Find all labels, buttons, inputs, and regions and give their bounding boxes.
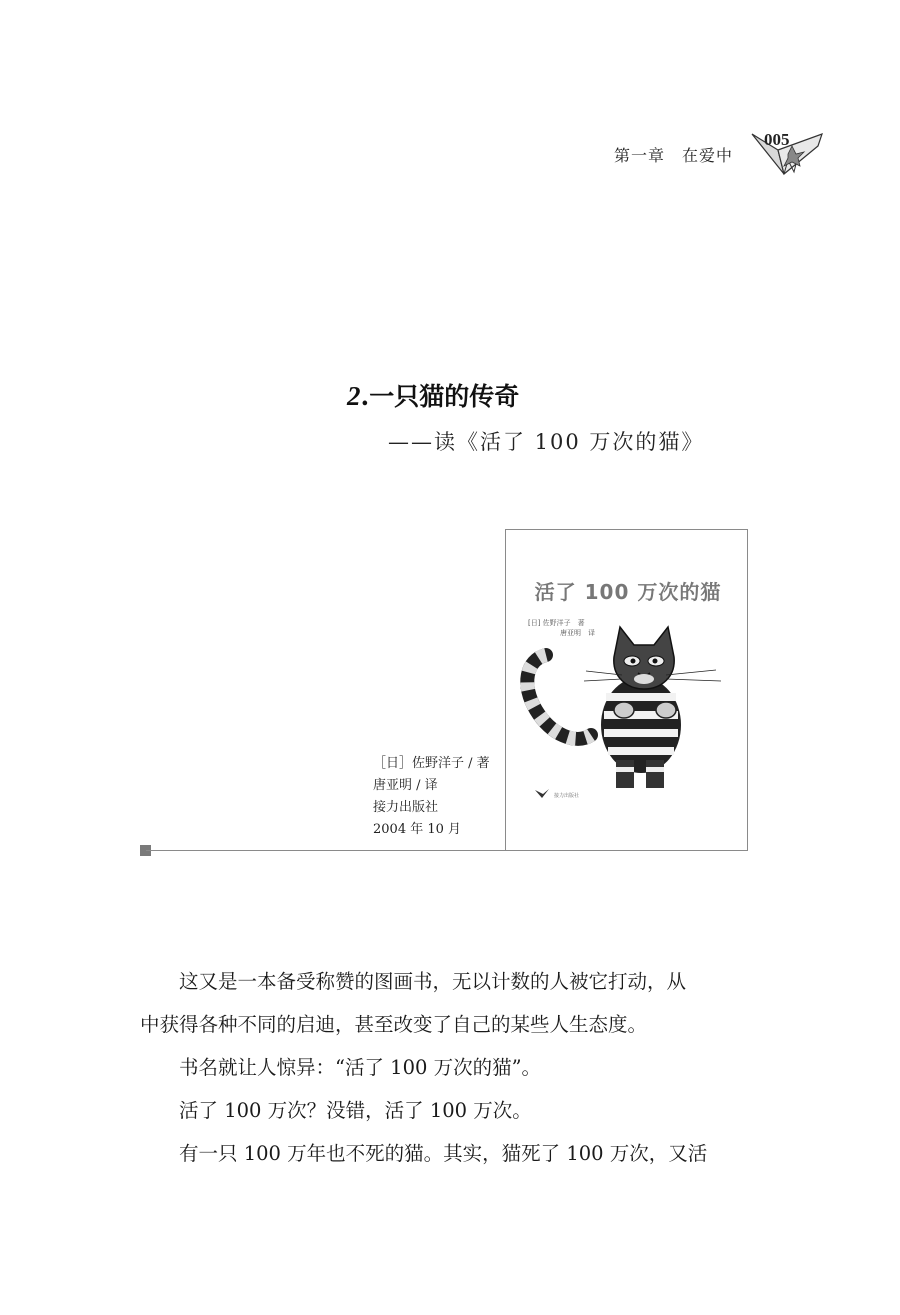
chapter-title-text: .一只猫的传奇 xyxy=(360,382,520,411)
page-number-badge xyxy=(748,124,826,180)
chapter-subtitle: ——读《活了 100 万次的猫》 xyxy=(388,430,705,454)
book-author: ［日］佐野洋子 / 著 xyxy=(373,756,490,771)
cover-author xyxy=(528,618,595,638)
paragraph-2: 书名就让人惊异：“活了 100 万次的猫”。 xyxy=(179,1056,542,1079)
paragraph-3: 活了 100 万次？没错，活了 100 万次。 xyxy=(179,1099,532,1122)
cover-title: 活了 100 万次的猫 xyxy=(534,580,722,604)
chapter-number: 2 xyxy=(347,381,361,411)
book-publisher: 接力出版社 xyxy=(373,800,439,815)
chapter-title xyxy=(347,377,519,413)
book-info xyxy=(373,753,490,841)
paragraph-4: 有一只 100 万年也不死的猫。其实，猫死了 100 万次，又活 xyxy=(179,1142,708,1165)
striped-cat-illustration xyxy=(516,615,738,790)
book-date: 2004 年 10 月 xyxy=(373,822,462,837)
running-head: 第一章 在爱中 xyxy=(614,146,734,165)
publisher-logo-icon xyxy=(534,788,550,800)
page-number: 005 xyxy=(764,130,790,149)
cover-author-line: [日] 佐野洋子 著 xyxy=(528,619,585,627)
book-translator: 唐亚明 / 译 xyxy=(373,778,438,793)
body-text xyxy=(140,960,752,1175)
book-cover-image xyxy=(505,529,748,851)
divider-line xyxy=(146,850,505,851)
paragraph-1-line-1: 这又是一本备受称赞的图画书，无以计数的人被它打动，从 xyxy=(179,970,687,993)
cover-translator-line: 唐亚明 译 xyxy=(560,629,595,637)
cover-publisher: 接力出版社 xyxy=(554,793,580,799)
paragraph-1-line-2: 中获得各种不同的启迪，甚至改变了自己的某些人生态度。 xyxy=(140,1013,648,1036)
